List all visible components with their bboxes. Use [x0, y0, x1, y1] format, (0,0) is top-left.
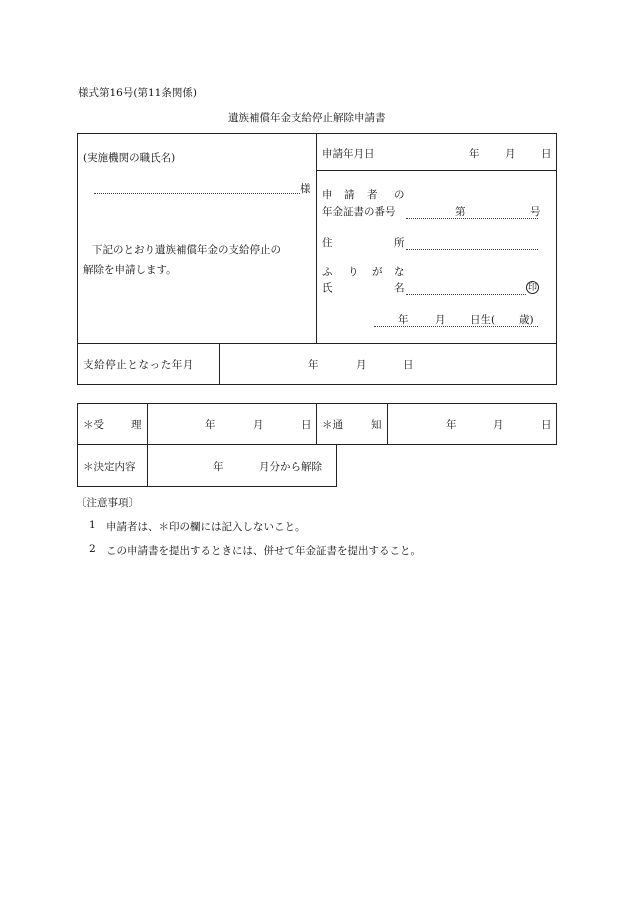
notice-label-b: 知	[371, 419, 382, 431]
receipt-month: 月	[253, 419, 264, 431]
notes-heading: 〔注意事項〕	[76, 497, 139, 509]
notice-month: 月	[493, 419, 504, 431]
receipt-label-a: ＊受	[83, 419, 104, 431]
decision-text: 月分から解除	[259, 461, 322, 473]
address-char: 所	[394, 237, 405, 249]
stop-month: 月	[356, 359, 367, 371]
certificate-label: 年金証書の番号	[322, 206, 396, 218]
seal-mark: 印	[527, 283, 537, 293]
agency-label: (実施機関の職氏名)	[83, 152, 176, 164]
furigana-char: ふ	[322, 266, 333, 278]
stop-day: 日	[403, 359, 414, 371]
notice-year: 年	[446, 419, 457, 431]
date-row-line	[316, 170, 557, 171]
name-line[interactable]	[406, 294, 526, 295]
date-month: 月	[505, 148, 516, 160]
stop-row-line	[77, 343, 557, 344]
honorific: 様	[300, 183, 311, 195]
receipt-year: 年	[205, 419, 216, 431]
birth-day: 日生(	[470, 314, 496, 326]
note-text: この申請書を提出するときには、併せて年金証書を提出すること。	[106, 545, 421, 557]
name-char: 名	[394, 282, 405, 294]
birth-year: 年	[398, 314, 409, 326]
notice-day: 日	[541, 419, 552, 431]
certificate-dai: 第	[455, 206, 466, 218]
form-title: 遺族補償年金支給停止解除申請書	[228, 112, 386, 124]
address-char: 住	[322, 237, 333, 249]
note-text: 申請者は、＊印の欄には記入しないこと。	[106, 521, 306, 533]
certificate-number-line[interactable]	[406, 218, 538, 219]
note-number: 1	[89, 519, 96, 531]
stop-row-divider	[219, 343, 220, 385]
furigana-char: が	[372, 266, 383, 278]
certificate-go: 号	[530, 206, 541, 218]
agency-name-line[interactable]	[94, 193, 300, 194]
furigana-char: り	[348, 266, 359, 278]
main-form-divider	[316, 133, 317, 343]
note-number: 2	[89, 543, 96, 555]
application-date-label: 申請年月日	[322, 148, 375, 160]
decision-year: 年	[213, 461, 224, 473]
birth-month: 月	[435, 314, 446, 326]
birth-date-line[interactable]	[374, 326, 538, 327]
receipt-day: 日	[301, 419, 312, 431]
address-line[interactable]	[406, 249, 538, 250]
date-year: 年	[469, 148, 480, 160]
request-text-line2: 解除を申請します。	[83, 264, 177, 276]
request-text-line1: 下記のとおり遺族補償年金の支給停止の	[92, 244, 281, 256]
name-char: 氏	[322, 282, 333, 294]
applicant-char: 申	[322, 189, 333, 201]
office-divider-2	[316, 403, 317, 445]
stop-year: 年	[308, 359, 319, 371]
applicant-char: 請	[344, 189, 355, 201]
form-number: 様式第16号(第11条関係)	[78, 87, 197, 99]
date-day: 日	[541, 148, 552, 160]
decision-label: ＊決定内容	[83, 461, 136, 473]
age: 歳)	[519, 314, 534, 326]
furigana-char: な	[394, 266, 405, 278]
office-use-table	[77, 403, 557, 445]
stop-label: 支給停止となった年月	[83, 359, 194, 371]
applicant-char: の	[394, 189, 405, 201]
notice-label-a: ＊通	[322, 419, 343, 431]
receipt-label-b: 理	[131, 419, 142, 431]
applicant-char: 者	[367, 189, 378, 201]
office-divider-3	[387, 403, 388, 445]
